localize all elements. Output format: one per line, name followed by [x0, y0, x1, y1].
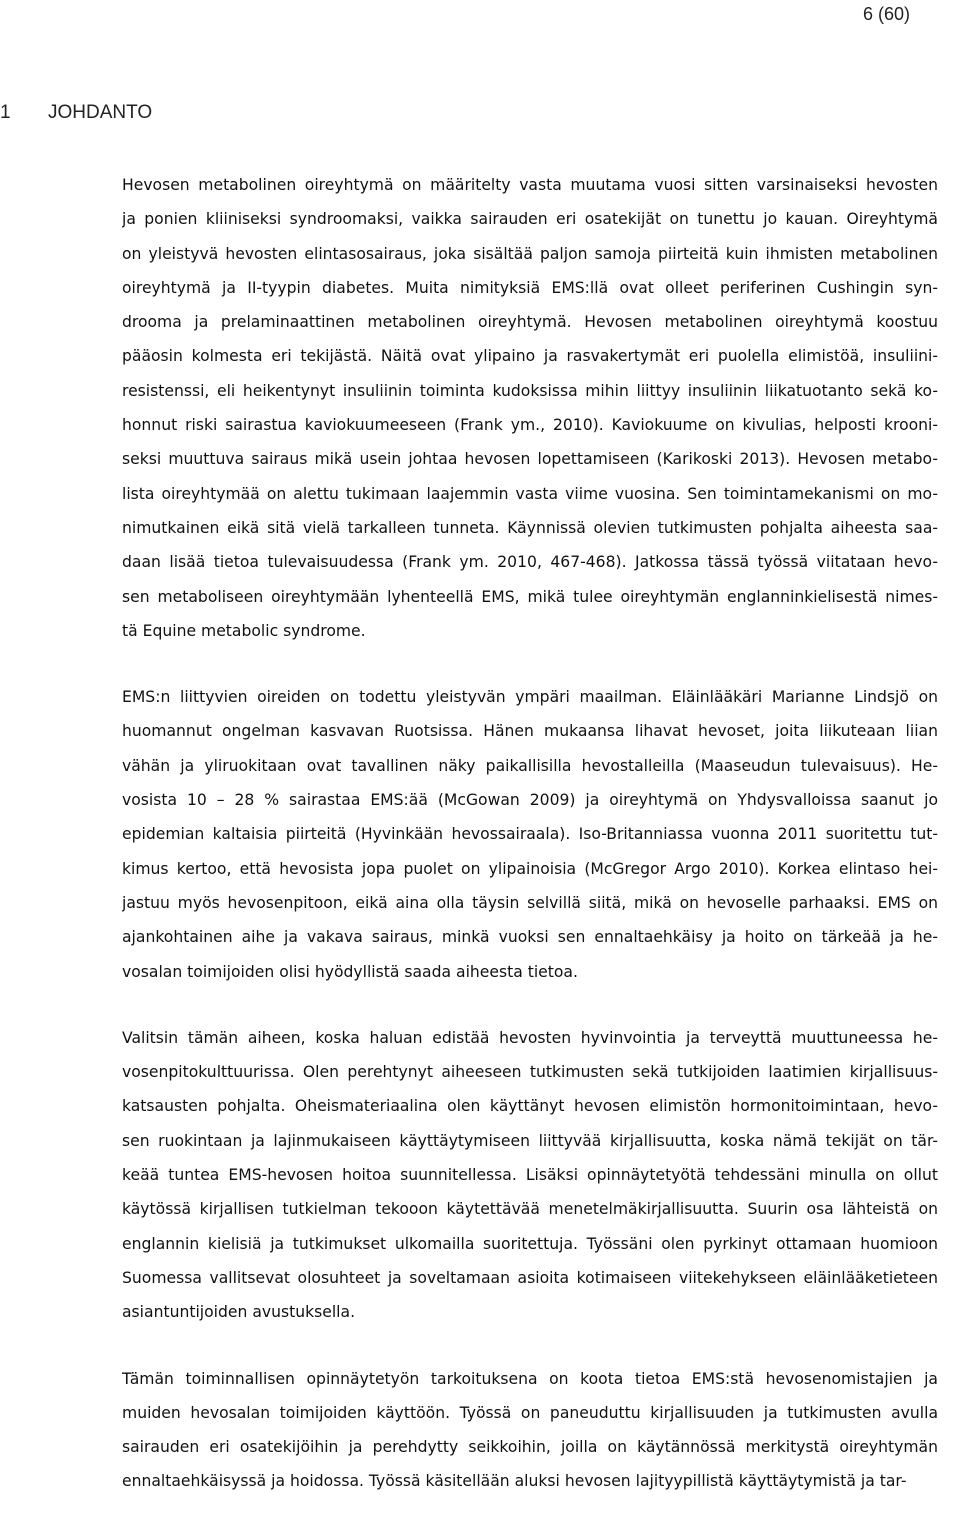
text-line: EMS:n liittyvien oireiden on todettu yleistyvän ympäri maailman. Eläinlääkäri Marianne Lindsjö on [122, 688, 938, 707]
text-line: vosalan toimijoiden olisi hyödyllistä saada aiheesta tietoa. [122, 962, 578, 981]
text-line: drooma ja prelaminaattinen metabolinen oireyhtymä. Hevosen metabolinen oireyhtymä koostuu [122, 313, 938, 332]
text-line: katsausten pohjalta. Oheismateriaalina olen käyttänyt hevosen elimistön hormonitoimintaan, hevo- [122, 1097, 938, 1116]
section-number: 1 [0, 102, 11, 123]
text-line: resistenssi, eli heikentynyt insuliinin toiminta kudoksissa mihin liittyy insuliinin liikatuotanto sekä ko- [122, 381, 938, 400]
text-line: nimutkainen eikä sitä vielä tarkalleen tunneta. Käynnissä olevien tutkimusten pohjalta aiheesta saa- [122, 518, 938, 537]
text-line: asiantuntijoiden avustuksella. [122, 1303, 356, 1322]
text-line: sairauden eri osatekijöihin ja perehdytty seikkoihin, joilla on käytännössä merkitystä oireyhtymän [122, 1438, 938, 1457]
text-line: vähän ja yliruokitaan ovat tavallinen näky paikallisilla hevostalleilla (Maaseudun tulevaisuus). He- [122, 756, 938, 775]
text-line: muiden hevosalan toimijoiden käyttöön. Työssä on paneuduttu kirjallisuuden ja tutkimusten avulla [122, 1403, 938, 1422]
text-line: tä Equine metabolic syndrome. [122, 621, 366, 640]
text-line: vosenpitokulttuurissa. Olen perehtynyt aiheeseen tutkimusten sekä tutkijoiden laatimien kirjallisuus- [122, 1063, 938, 1082]
paragraph [122, 1362, 938, 1499]
text-line: Hevosen metabolinen oireyhtymä on määritelty vasta muutama vuosi sitten varsinaiseksi hevosten [122, 176, 938, 194]
text-line: vosista 10 – 28 % sairastaa EMS:ää (McGowan 2009) ja oireyhtymä on Yhdysvalloissa saanut jo [122, 791, 938, 810]
body-text [122, 168, 938, 1531]
text-line: keää tuntea EMS-hevosen hoitoa suunnitellessa. Lisäksi opinnäytetyötä tehdessäni minulla on ollut [122, 1166, 938, 1185]
section-heading [0, 102, 152, 124]
text-line: lista oireyhtymää on alettu tukimaan laajemmin vasta viime vuosina. Sen toimintamekanismi on mo- [122, 484, 938, 503]
section-title: JOHDANTO [48, 102, 153, 123]
text-line: oireyhtymä ja II-tyypin diabetes. Muita nimityksiä EMS:llä ovat olleet periferinen Cushingin syn- [122, 278, 938, 297]
text-line: pääosin kolmesta eri tekijästä. Näitä ovat ylipaino ja rasvakertymät eri puolella elimistöä, insuliini- [122, 347, 938, 366]
text-line: sen metaboliseen oireyhtymään lyhenteellä EMS, mikä tulee oireyhtymän englanninkielisestä nimes- [122, 587, 938, 606]
text-line: ennaltaehkäisyssä ja hoidossa. Työssä käsitellään aluksi hevosen lajityypillistä käyttäytymistä ja tar- [122, 1472, 907, 1491]
text-line: Valitsin tämän aiheen, koska haluan edistää hevosten hyvinvointia ja terveyttä muuttuneessa he- [122, 1028, 938, 1047]
text-line: sen ruokintaan ja lajinmukaiseen käyttäytymiseen liittyvää kirjallisuutta, koska nämä tekijät on tär- [122, 1131, 938, 1150]
text-line: käytössä kirjallisen tutkielman tekooon käytettävää menetelmäkirjallisuutta. Suurin osa lähteistä on [122, 1200, 938, 1219]
text-line: Suomessa vallitsevat olosuhteet ja soveltamaan asioita kotimaiseen viitekehykseen eläinlääketieteen [122, 1268, 938, 1287]
text-line: seksi muuttuva sairaus mikä usein johtaa hevosen lopettamiseen (Karikoski 2013). Hevosen metabo- [122, 450, 938, 469]
text-line: jastuu myös hevosenpitoon, eikä aina olla täysin selvillä siitä, mikä on hevoselle parhaaksi. EMS on [122, 893, 938, 912]
text-line: ja ponien kliiniseksi syndroomaksi, vaikka sairauden eri osatekijät on tunettu jo kauan. Oireyhtymä [122, 210, 938, 229]
text-line: huomannut ongelman kasvavan Ruotsissa. Hänen mukaansa lihavat hevoset, joita liikuteaan liian [122, 722, 938, 741]
paragraph [122, 680, 938, 989]
text-line: daan lisää tietoa tulevaisuudessa (Frank ym. 2010, 467-468). Jatkossa tässä työssä viitataan hevo- [122, 553, 938, 572]
text-line: ajankohtainen aihe ja vakava sairaus, minkä vuoksi sen ennaltaehkäisy ja hoito on tärkeää ja he- [122, 928, 938, 947]
paragraph [122, 168, 938, 648]
text-line: on yleistyvä hevosten elintasosairaus, joka sisältää paljon samoja piirteitä kuin ihmisten metabolinen [122, 244, 938, 263]
page-number: 6 (60) [862, 4, 910, 24]
text-line: epidemian kaltaisia piirteitä (Hyvinkään hevossairaala). Iso-Britanniassa vuonna 2011 suoritettu tut- [122, 825, 938, 844]
text-line: englannin kielisiä ja tutkimukset ulkomailla suoritettuja. Työssäni olen pyrkinyt ottamaan huomioon [122, 1234, 938, 1253]
text-line: kimus kertoo, että hevosista jopa puolet on ylipainoisia (McGregor Argo 2010). Korkea elintaso hei- [122, 859, 938, 878]
text-line: Tämän toiminnallisen opinnäytetyön tarkoituksena on koota tietoa EMS:stä hevosenomistajien ja [122, 1369, 938, 1388]
text-line: honnut riski sairastua kaviokuumeeseen (Frank ym., 2010). Kaviokuume on kivulias, helposti krooni- [122, 416, 938, 435]
paragraph [122, 1021, 938, 1330]
